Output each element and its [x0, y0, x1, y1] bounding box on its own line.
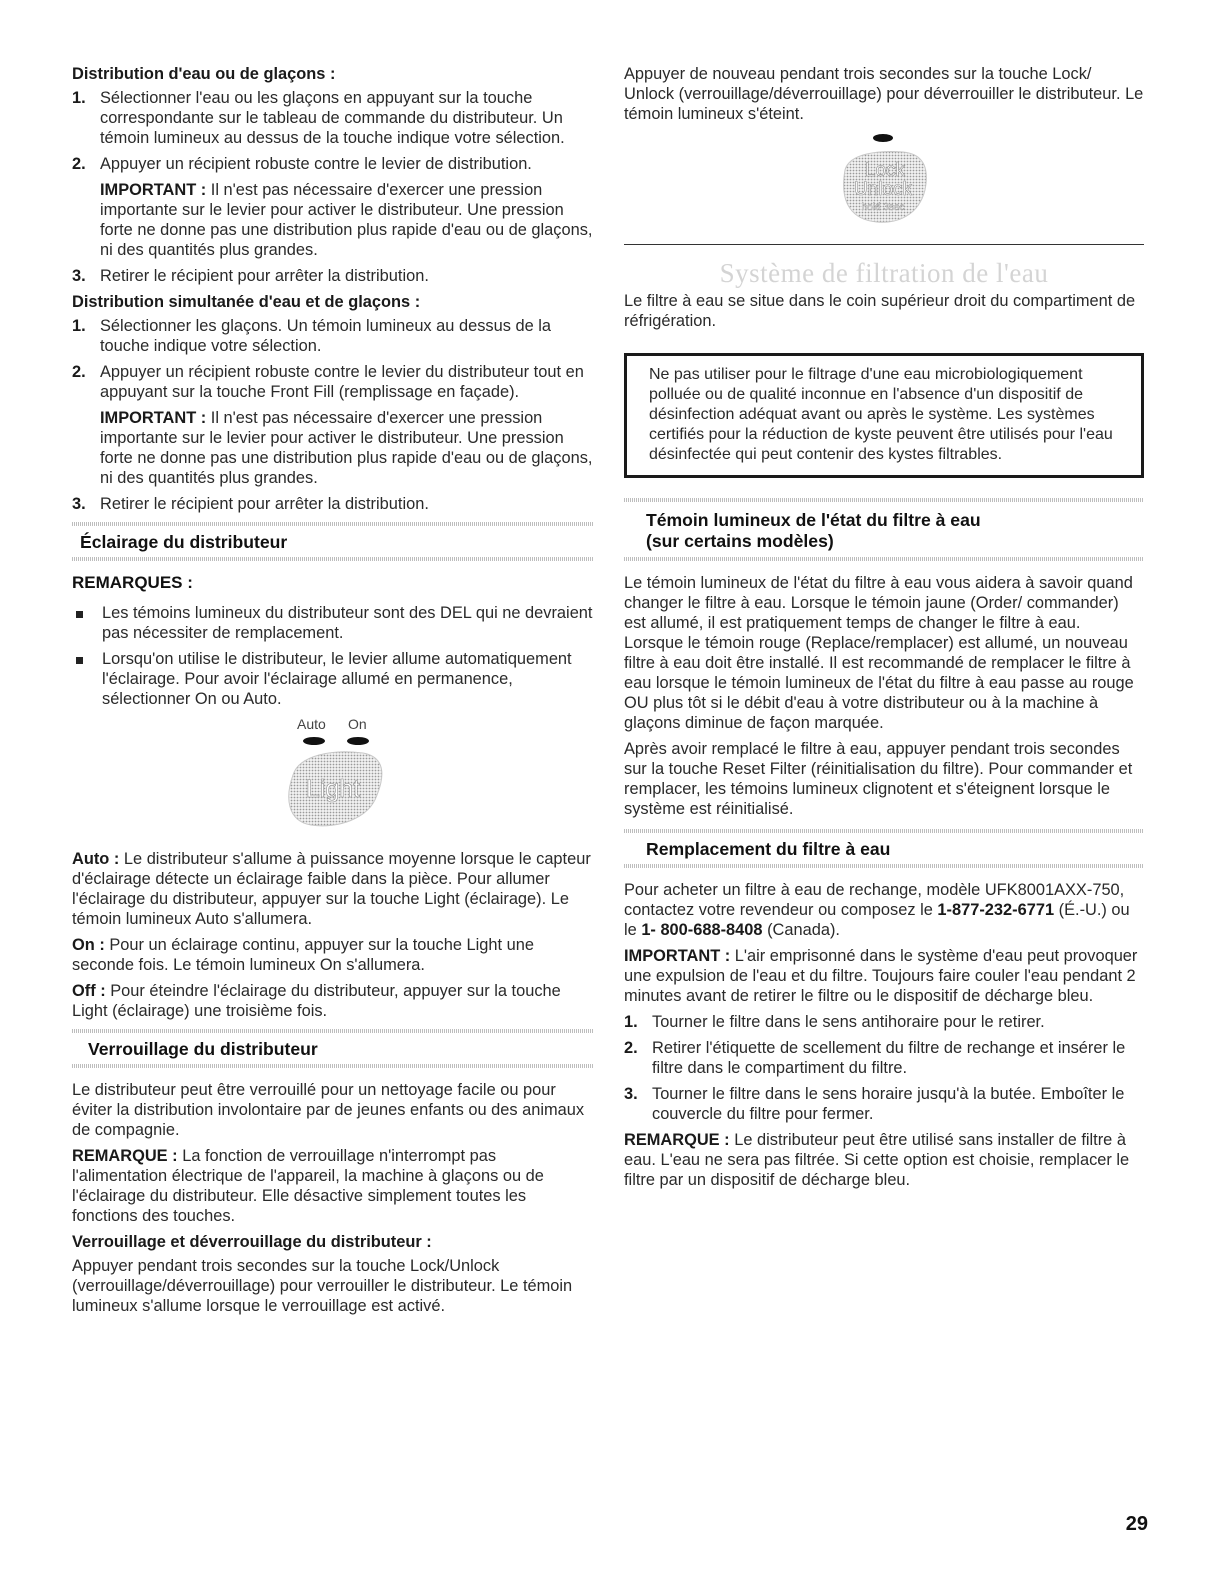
- section-title: Verrouillage du distributeur: [88, 1039, 318, 1059]
- divider: [624, 244, 1144, 245]
- on-led-icon: [347, 737, 369, 745]
- divider: [72, 1064, 594, 1068]
- right-column: [624, 64, 1144, 1196]
- bullet-square-icon: [76, 611, 83, 618]
- replace-paragraph: Pour acheter un filtre à eau de rechange, modèle UFK8001AXX-750, contactez votre revendeur ou composez le 1-877-232-6771 (É.-U.) ou le 1- 800-688-8408 (Canada).: [624, 881, 1130, 939]
- lock-subheading: Verrouillage et déverrouillage du distributeur :: [72, 1233, 432, 1251]
- list-item: Lorsqu'on utilise le distributeur, le levier allume automatiquement l'éclairage. Pour avoir l'éclairage allumé en permanence, sélectionner On ou Auto.: [72, 649, 594, 709]
- list-item: 1. Tourner le filtre dans le sens antihoraire pour le retirer.: [624, 1013, 1045, 1031]
- bullet-square-icon: [76, 657, 83, 664]
- list-item: 2. Retirer l'étiquette de scellement du filtre de rechange et insérer le filtre dans le compartiment du filtre.: [624, 1039, 1126, 1077]
- page-title: Système de filtration de l'eau: [719, 258, 1049, 288]
- auto-indicator-label: Auto: [297, 716, 326, 732]
- divider: [624, 557, 1144, 561]
- remarques-heading: REMARQUES :: [72, 573, 193, 592]
- status-paragraph: Le témoin lumineux de l'état du filtre à eau vous aidera à savoir quand changer le filtre à eau. Lorsque le témoin jaune (Order/ commander) est allumé, il est pratiquement temps de changer le filtre à eau. Lorsque le témoin rouge (Replace/remplacer) est allumé, un nouveau filtre à eau doit être installé. Il est recommandé de remplacer le filtre à eau lorsque le témoin lumineux de l'état du filtre à eau passe au rouge OU plus tôt si le débit d'eau à votre distributeur ou à la machine à glaçons diminue de façon marquée.: [624, 574, 1134, 732]
- unlock-paragraph: Appuyer de nouveau pendant trois secondes sur la touche Lock/ Unlock (verrouillage/déverrouillage) pour déverrouiller le distributeur. Le témoin lumineux s'éteint.: [624, 65, 1144, 123]
- section-lock-header: [72, 1029, 594, 1068]
- auto-led-icon: [303, 737, 325, 745]
- lock-label: Lock: [864, 160, 906, 181]
- lock-note: REMARQUE : La fonction de verrouillage n'interrompt pas l'alimentation électrique de l'appareil, la machine à glaçons ou de l'éclairage du distributeur. Elle désactive simplement toutes les fonctions des touches.: [72, 1147, 544, 1225]
- divider: [72, 557, 594, 561]
- off-description: Off : Pour éteindre l'éclairage du distributeur, appuyer sur la touche Light (éclairage) une troisième fois.: [72, 982, 561, 1020]
- on-description: On : Pour un éclairage continu, appuyer sur la touche Light une seconde fois. Le témoin lumineux On s'allumera.: [72, 936, 534, 974]
- simultaneous-heading: Distribution simultanée d'eau et de glaçons :: [72, 293, 421, 311]
- list-item: 3. Tourner le filtre dans le sens horaire jusqu'à la butée. Emboîter le couvercle du filtre pour fermer.: [624, 1085, 1125, 1123]
- list-item: 3. Retirer le récipient pour arrêter la distribution.: [72, 495, 429, 513]
- section-title: Éclairage du distributeur: [80, 532, 288, 552]
- light-button-illustration: [72, 715, 594, 835]
- lock-led-icon: [873, 134, 893, 142]
- list-item: 3. Retirer le récipient pour arrêter la distribution.: [72, 267, 429, 285]
- final-note: REMARQUE : Le distributeur peut être utilisé sans installer de filtre à eau. L'eau ne sera pas filtrée. Si cette option est choisie, remplacer le filtre par un dispositif de décharge bleu.: [624, 1131, 1130, 1189]
- filter-location-paragraph: Le filtre à eau se situe dans le coin supérieur droit du compartiment de réfrigération.: [624, 292, 1136, 330]
- list-item: 1. Sélectionner les glaçons. Un témoin lumineux au dessus de la touche indique votre sélection.: [72, 317, 551, 355]
- lock-button-figure: [819, 130, 949, 230]
- dispensing-heading: Distribution d'eau ou de glaçons :: [72, 65, 336, 83]
- light-button-label: Light: [305, 775, 361, 803]
- unlock-label: Unlock: [853, 179, 913, 200]
- light-button-figure: [263, 715, 403, 835]
- section-title: Témoin lumineux de l'état du filtre à eau (sur certains modèles): [646, 510, 981, 551]
- list-item: Les témoins lumineux du distributeur sont des DEL qui ne devraient pas nécessiter de remplacement.: [72, 603, 594, 643]
- divider: [624, 864, 1144, 868]
- lock-paragraph: Le distributeur peut être verrouillé pour un nettoyage facile ou pour éviter la distribution involontaire par de jeunes enfants ou des animaux de compagnie.: [72, 1081, 585, 1139]
- important-note: IMPORTANT : Il n'est pas nécessaire d'exercer une pression importante sur le levier pour activer le distributeur. Une pression forte ne donne pas une distribution plus rapide d'eau ou de glaçons, ni des quantités plus grandes.: [100, 409, 593, 487]
- list-item: 2. Appuyer un récipient robuste contre le levier de distribution. IMPORTANT : Il n'est pas nécessaire d'exercer une pression importante sur le levier pour activer le distributeur. Une pression forte ne donne pas une distribution plus rapide d'eau ou de glaçons, ni des quantités plus grandes.: [72, 155, 593, 259]
- on-indicator-label: On: [348, 716, 367, 732]
- section-lighting-header: [72, 522, 594, 561]
- page-number: 29: [1125, 1513, 1148, 1535]
- left-column: [72, 64, 594, 1322]
- hold-label: hold 3sec: [861, 202, 905, 213]
- status-reset-paragraph: Après avoir remplacé le filtre à eau, appuyer pendant trois secondes sur la touche Reset Filter (réinitialisation du filtre). Pour commander et remplacer, les témoins lumineux clignotent et s'éteignent lorsque le système est réinitialisé.: [624, 740, 1133, 818]
- important-note: IMPORTANT : L'air emprisonné dans le système d'eau peut provoquer une expulsion de l'eau et du filtre. Toujours faire couler l'eau pendant 2 minutes avant de retirer le filtre ou le dispositif de décharge bleu.: [624, 947, 1138, 1005]
- warning-box: Ne pas utiliser pour le filtrage d'une eau microbiologiquement polluée ou de qualité inconnue en l'absence d'un dispositif de désinfection adéquat avant ou après le système. Les systèmes certifiés pour la réduction de kyste peuvent être utilisés pour l'eau désinfectée qui peut contenir des kystes filtrables.: [624, 353, 1144, 478]
- list-item: 2. Appuyer un récipient robuste contre le levier du distributeur tout en appuyant sur la touche Front Fill (remplissage en façade). IMPORTANT : Il n'est pas nécessaire d'exercer une pression importante sur le levier pour activer le distributeur. Une pression forte ne donne pas une distribution plus rapide d'eau ou de glaçons, ni des quantités plus grandes.: [72, 363, 593, 487]
- section-replace-header: [624, 829, 1144, 868]
- list-item: 1. Sélectionner l'eau ou les glaçons en appuyant sur la touche correspondante sur le tableau de commande du distributeur. Un témoin lumineux au dessus de la touche indique votre sélection.: [72, 89, 565, 147]
- section-status-header: [624, 498, 1144, 561]
- section-title: Remplacement du filtre à eau: [646, 839, 891, 859]
- lock-button-illustration: [624, 130, 1144, 230]
- important-note: IMPORTANT : Il n'est pas nécessaire d'exercer une pression importante sur le levier pour activer le distributeur. Une pression forte ne donne pas une distribution plus rapide d'eau ou de glaçons, ni des quantités plus grandes.: [100, 181, 593, 259]
- lock-instructions: Appuyer pendant trois secondes sur la touche Lock/Unlock (verrouillage/déverrouillage) pour verrouiller le distributeur. Le témoin lumineux s'allume lorsque le verrouillage est activé.: [72, 1257, 573, 1315]
- auto-description: Auto : Le distributeur s'allume à puissance moyenne lorsque le capteur d'éclairage détecte un éclairage faible dans la pièce. Pour allumer l'éclairage du distributeur, appuyer sur la touche Light (éclairage). Le témoin lumineux Auto s'allumera.: [72, 850, 591, 928]
